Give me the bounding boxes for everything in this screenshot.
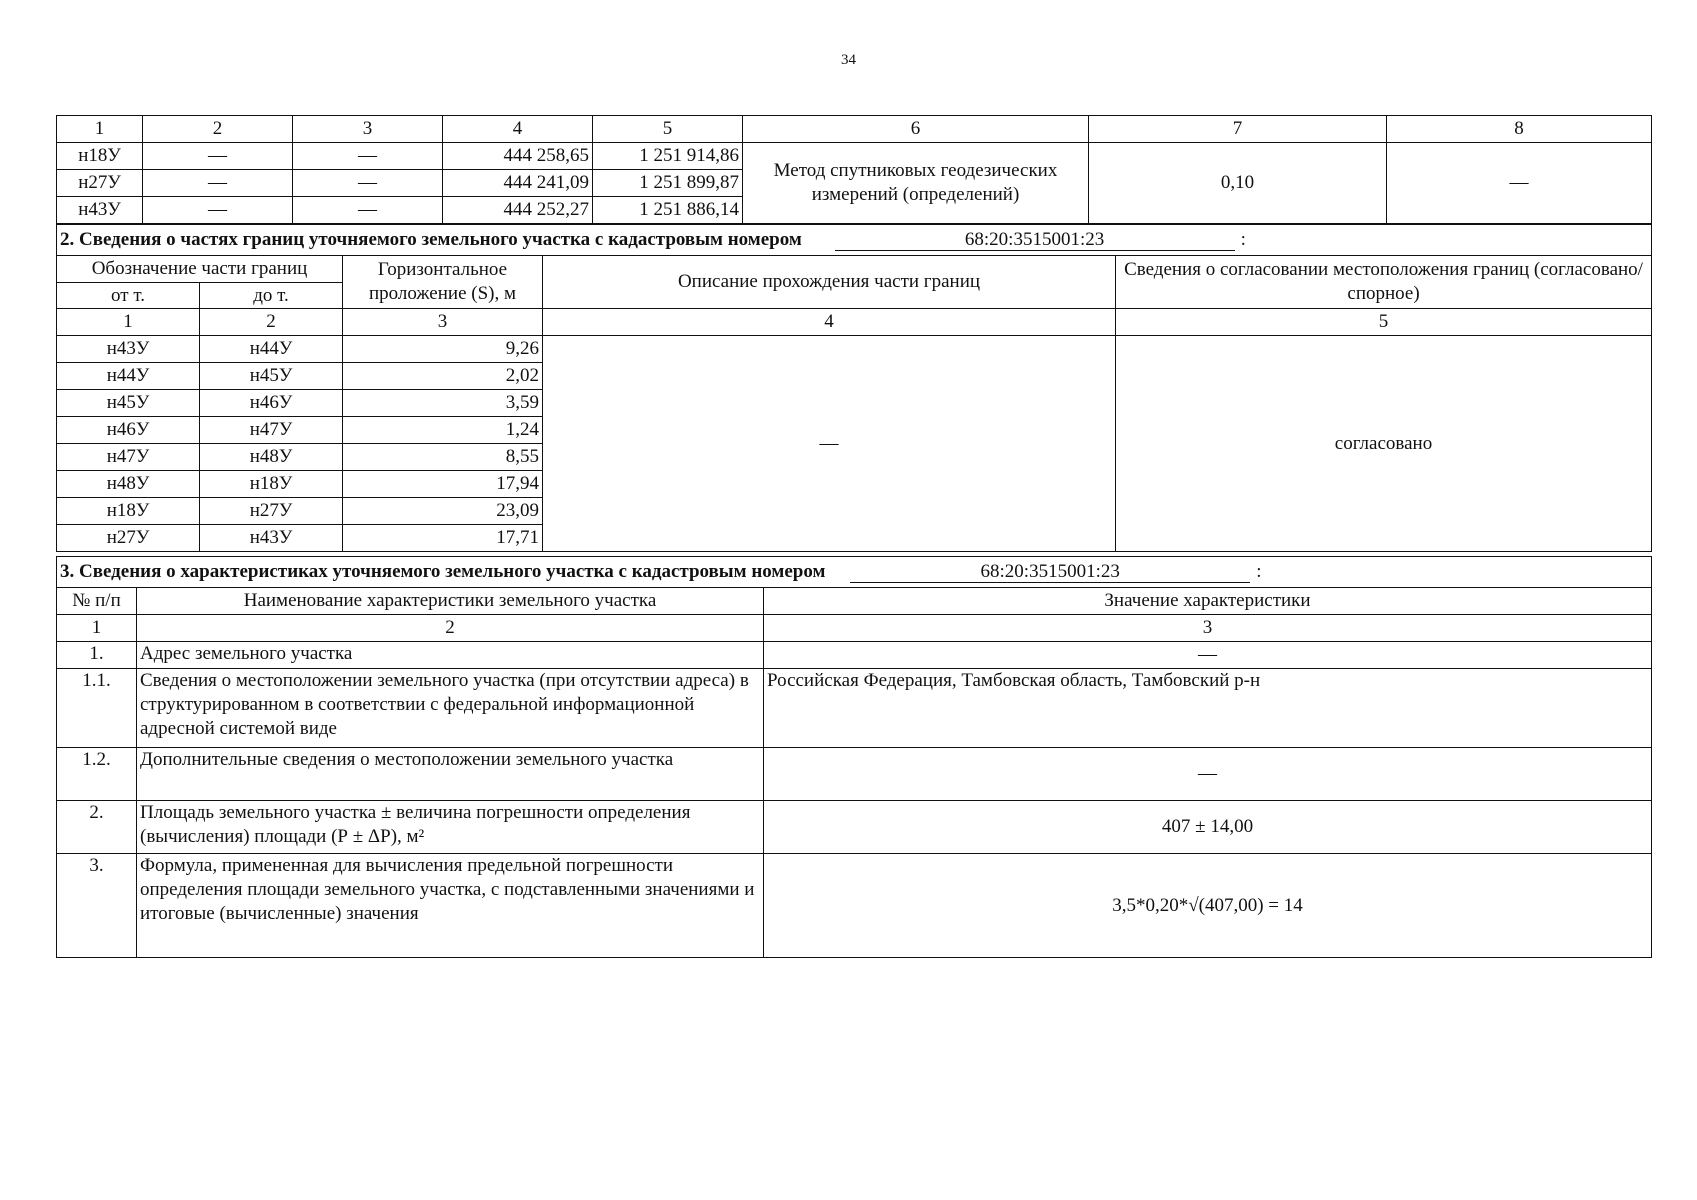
column-number: 3: [343, 309, 543, 336]
table-row: [57, 642, 1652, 669]
header-cell: 2: [143, 116, 293, 143]
header-cell: 6: [743, 116, 1089, 143]
row-number: 3.: [57, 854, 137, 958]
to-point: н48У: [200, 444, 343, 471]
value-header: Значение характеристики: [764, 588, 1652, 615]
horizontal-distance: 17,71: [343, 525, 543, 552]
header-cell: 8: [1387, 116, 1652, 143]
table-row: [57, 669, 1652, 748]
characteristic-value: 3,5*0,20*√(407,00) = 14: [764, 854, 1652, 958]
column-numbers-row: [57, 615, 1652, 642]
point-name: н43У: [57, 197, 143, 224]
header-row: [57, 256, 1652, 283]
page-number: 34: [841, 52, 856, 68]
point-name: н18У: [57, 143, 143, 170]
header-cell: 5: [593, 116, 743, 143]
column-number: 1: [57, 615, 137, 642]
horizontal-distance: 8,55: [343, 444, 543, 471]
column-number: 2: [137, 615, 764, 642]
to-point: н18У: [200, 471, 343, 498]
name-header: Наименование характеристики земельного участка: [137, 588, 764, 615]
column-number: 3: [764, 615, 1652, 642]
header-cell: 3: [293, 116, 443, 143]
row-number: 1.: [57, 642, 137, 669]
agreement-value: согласовано: [1116, 336, 1652, 552]
characteristic-value: Российская Федерация, Тамбовская область, Тамбовский р-н: [764, 669, 1652, 748]
table-row: [57, 801, 1652, 854]
from-point: н27У: [57, 525, 200, 552]
row-number: 2.: [57, 801, 137, 854]
horizontal-distance: 3,59: [343, 390, 543, 417]
from-point: н45У: [57, 390, 200, 417]
cadastral-number: 68:20:3515001:23: [835, 230, 1235, 251]
coord-y: 1 251 899,87: [593, 170, 743, 197]
table-row: [57, 748, 1652, 801]
horizontal-distance: 2,02: [343, 363, 543, 390]
from-point: н44У: [57, 363, 200, 390]
colon: :: [1240, 229, 1246, 250]
column-number: 2: [200, 309, 343, 336]
agreement-header: Сведения о согласовании местоположения границ (согласовано/спорное): [1116, 256, 1652, 309]
description-header: Описание прохождения части границ: [543, 256, 1116, 309]
table-cell: —: [293, 197, 443, 224]
characteristic-value: —: [764, 642, 1652, 669]
table-cell: —: [293, 170, 443, 197]
horizontal-distance: 9,26: [343, 336, 543, 363]
table-cell: —: [143, 170, 293, 197]
horizontal-header: Горизонтальное проложение (S), м: [343, 256, 543, 309]
from-header: от т.: [57, 283, 200, 309]
method-cell: Метод спутниковых геодезических измерений (определений): [743, 143, 1089, 224]
coord-x: 444 241,09: [443, 170, 593, 197]
characteristic-value: 407 ± 14,00: [764, 801, 1652, 854]
header-row: [57, 588, 1652, 615]
to-point: н46У: [200, 390, 343, 417]
column-number: 5: [1116, 309, 1652, 336]
column-number: 4: [543, 309, 1116, 336]
from-point: н48У: [57, 471, 200, 498]
table-cell: —: [143, 143, 293, 170]
from-point: н18У: [57, 498, 200, 525]
characteristic-name: Дополнительные сведения о местоположении земельного участка: [137, 748, 764, 801]
characteristics-table: [56, 556, 1652, 958]
point-name: н27У: [57, 170, 143, 197]
header-cell: 7: [1089, 116, 1387, 143]
horizontal-distance: 23,09: [343, 498, 543, 525]
row-number: 1.2.: [57, 748, 137, 801]
from-point: н43У: [57, 336, 200, 363]
to-point: н44У: [200, 336, 343, 363]
accuracy-cell: 0,10: [1089, 143, 1387, 224]
part-designation-header: Обозначение части границ: [57, 256, 343, 283]
horizontal-distance: 17,94: [343, 471, 543, 498]
to-header: до т.: [200, 283, 343, 309]
coordinates-table: [56, 115, 1652, 224]
characteristic-value: —: [764, 748, 1652, 801]
coordinates-header-row: [57, 116, 1652, 143]
section-title-row: [57, 557, 1652, 588]
table-cell: —: [143, 197, 293, 224]
boundary-parts-table: [56, 224, 1652, 552]
to-point: н43У: [200, 525, 343, 552]
coord-x: 444 258,65: [443, 143, 593, 170]
characteristic-name: Площадь земельного участка ± величина погрешности определения (вычисления) площади (Р ± ΔР), м²: [137, 801, 764, 854]
section-3-title-text: 3. Сведения о характеристиках уточняемого земельного участка с кадастровым номером: [60, 561, 826, 582]
from-point: н47У: [57, 444, 200, 471]
section-2-title: [57, 225, 1652, 256]
row-number: 1.1.: [57, 669, 137, 748]
horizontal-distance: 1,24: [343, 417, 543, 444]
coord-y: 1 251 886,14: [593, 197, 743, 224]
description-value: —: [543, 336, 1116, 552]
section-title-row: [57, 225, 1652, 256]
section-2-title-text: 2. Сведения о частях границ уточняемого земельного участка с кадастровым номером: [60, 229, 802, 250]
to-point: н45У: [200, 363, 343, 390]
header-cell: 4: [443, 116, 593, 143]
section-3-title: [57, 557, 1652, 588]
to-point: н27У: [200, 498, 343, 525]
coord-x: 444 252,27: [443, 197, 593, 224]
column-number: 1: [57, 309, 200, 336]
table-row: [57, 854, 1652, 958]
table-row: [57, 143, 1652, 170]
characteristic-name: Адрес земельного участка: [137, 642, 764, 669]
from-point: н46У: [57, 417, 200, 444]
table-cell: —: [293, 143, 443, 170]
characteristic-name: Сведения о местоположении земельного участка (при отсутствии адреса) в структурированном в соответствии с федеральной информационной адресной системой виде: [137, 669, 764, 748]
cadastral-number: 68:20:3515001:23: [850, 562, 1250, 583]
num-header: № п/п: [57, 588, 137, 615]
header-cell: 1: [57, 116, 143, 143]
colon: :: [1256, 561, 1262, 582]
coord-y: 1 251 914,86: [593, 143, 743, 170]
col8-cell: —: [1387, 143, 1652, 224]
table-row: [57, 336, 1652, 363]
column-numbers-row: [57, 309, 1652, 336]
characteristic-name: Формула, примененная для вычисления предельной погрешности определения площади земельного участка, с подставленными значениями и итоговые (вычисленные) значения: [137, 854, 764, 958]
to-point: н47У: [200, 417, 343, 444]
